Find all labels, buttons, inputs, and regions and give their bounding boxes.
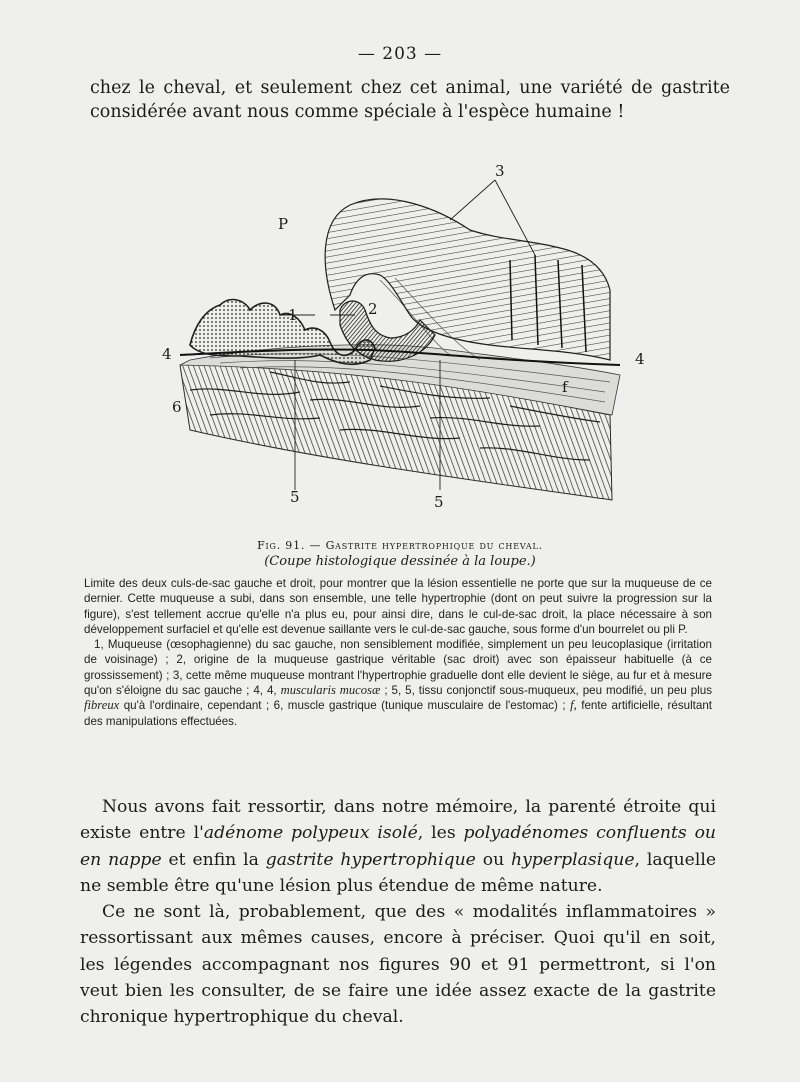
legend-paragraph-2: 1, Muqueuse (œsophagienne) du sac gauche, non sensiblement modifiée, simplement un peu leucoplasique (irritation de voisinage) ; 2, origine de la muqueuse gastrique véritable (sac droit) avec son épaisseur habituelle (à ce grossissement) ; 3, cette même muqueuse montrant l'hypertrophie graduelle dont elle devient le siège, au fur et à mesure qu'on s'éloigne du sac gauche ; 4, 4, muscularis mucosæ ; 5, 5, tissu conjonctif sous-muqueux, peu modifié, un peu plus fibreux qu'à l'ordinaire, cependant ; 6, muscle gastrique (tunique musculaire de l'estomac) ; f, fente artificielle, résultant des manipulations effectuées. — [84, 638, 712, 728]
label-5-right: 5 — [434, 493, 444, 511]
caption-title: Fig. 91. — Gastrite hypertrophique du cheval. — [257, 539, 543, 552]
body-text — [80, 794, 716, 1031]
label-4-right: 4 — [635, 350, 645, 368]
caption-subtitle: (Coupe histologique dessinée à la loupe.) — [264, 554, 536, 569]
figure-legend — [84, 576, 712, 729]
intro-paragraph: chez le cheval, et seulement chez cet animal, une variété de gastrite considérée avant nous comme spéciale à l'espèce humaine ! — [90, 78, 730, 122]
label-5-left: 5 — [290, 488, 300, 506]
label-1: 1 — [288, 306, 298, 324]
figure-illustration — [150, 160, 645, 535]
histology-drawing — [150, 160, 630, 535]
label-6: 6 — [172, 398, 182, 416]
label-f: f — [562, 378, 568, 396]
label-p: P — [278, 215, 289, 233]
figure-caption — [0, 538, 800, 570]
label-2: 2 — [368, 300, 378, 318]
label-4-left: 4 — [162, 345, 172, 363]
label-3: 3 — [495, 162, 505, 180]
legend-paragraph-1: Limite des deux culs-de-sac gauche et droit, pour montrer que la lésion essentielle ne porte que sur la muqueuse de ce dernier. Cette muqueuse a subi, dans son ensemble, une telle hypertrophie (dont on peut suivre la progression sur la figure), s'est tellement accrue qu'elle n'a plus eu, pour ainsi dire, dans le cul-de-sac droit, la place nécessaire à son développement surfaciel et qu'elle est devenue saillante vers le cul-de-sac gauche, sous forme d'un bourrelet ou pli P. — [84, 577, 712, 636]
body-paragraph-1: Nous avons fait ressortir, dans notre mémoire, la parenté étroite qui existe entre l'adénome polypeux isolé, les polyadénomes confluents ou en nappe et enfin la gastrite hypertrophique ou hyperplasique, laquelle ne semble être qu'une lésion plus étendue de même nature. — [80, 797, 716, 896]
body-paragraph-2: Ce ne sont là, probablement, que des « modalités inflammatoires » ressortissant aux mêmes causes, encore à préciser. Quoi qu'il en soit, les légendes accompagnant nos figures 90 et 91 permettront, si l'on veut bien les consulter, de se faire une idée assez exacte de la gastrite chronique hypertrophique du cheval. — [80, 902, 716, 1028]
page-number: — 203 — — [357, 44, 443, 64]
